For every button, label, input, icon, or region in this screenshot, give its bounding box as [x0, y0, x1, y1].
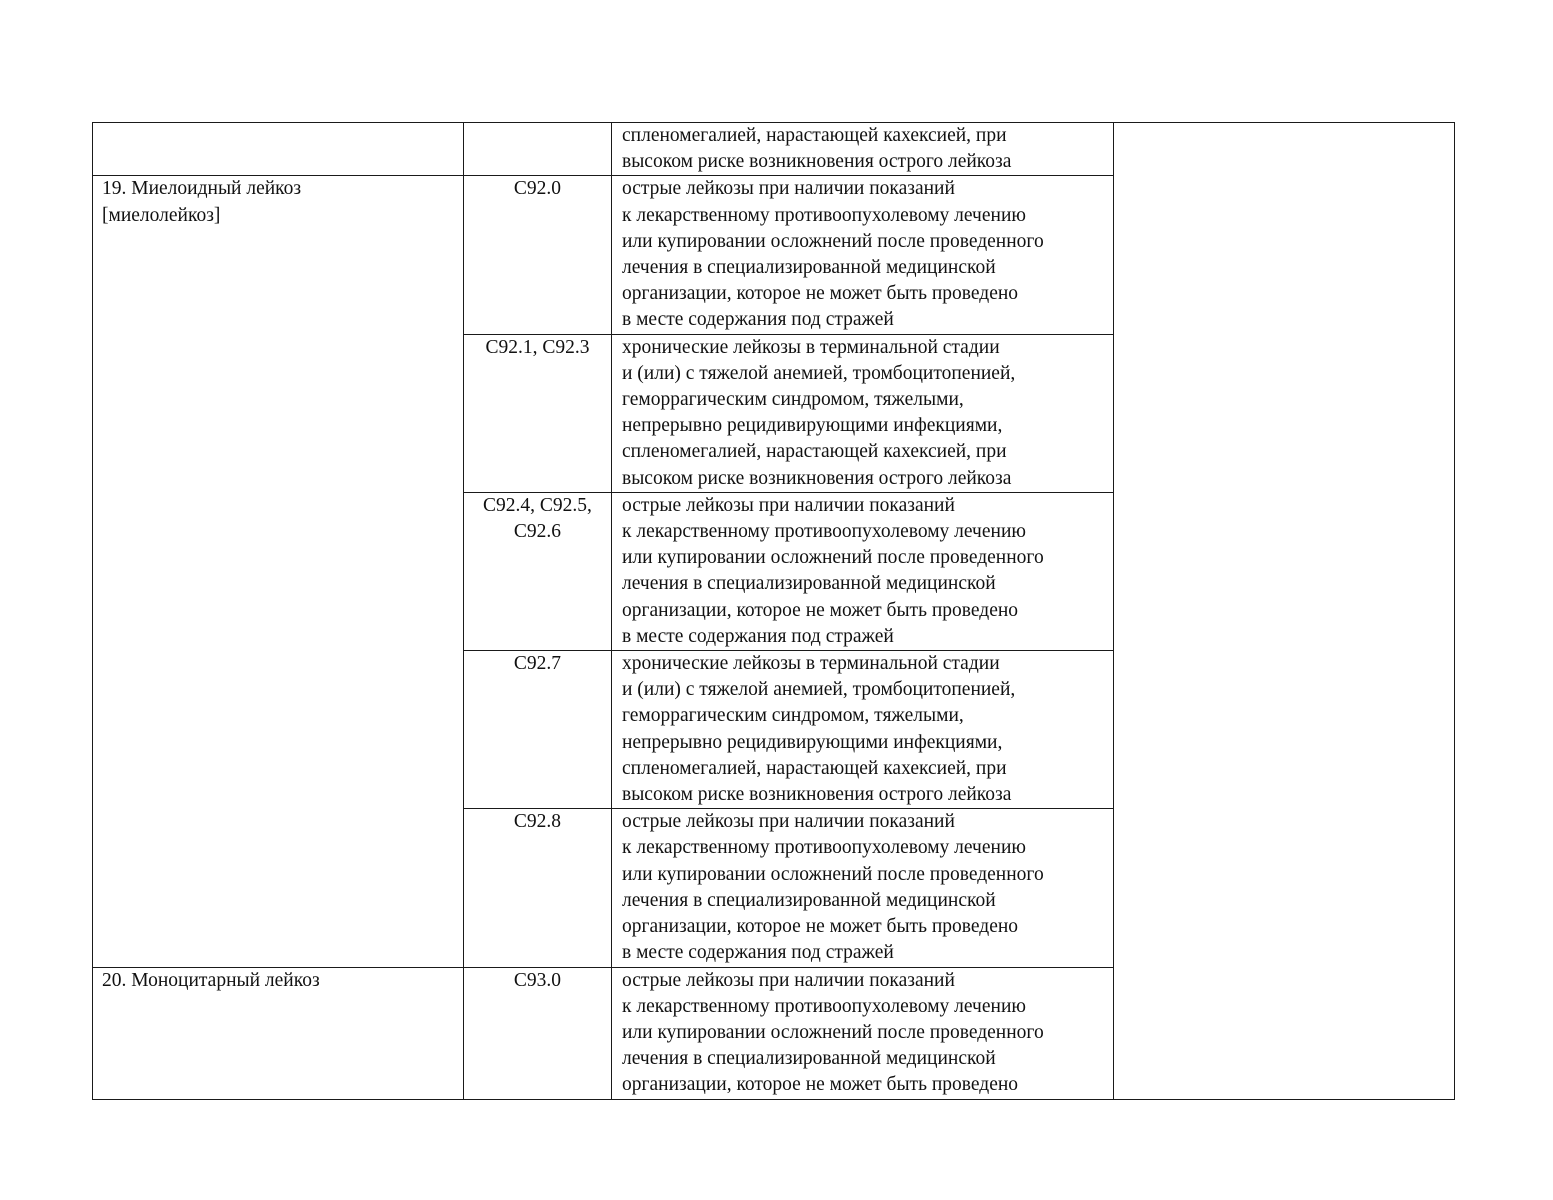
description-cell	[612, 967, 1114, 1099]
description-line: острые лейкозы при наличии показаний	[622, 178, 955, 200]
description-line: острые лейкозы при наличии показаний	[622, 494, 955, 516]
description-line: в месте содержания под стражей	[622, 625, 894, 647]
description-line: к лекарственному противоопухолевому лечению	[622, 995, 1026, 1017]
description-line: спленомегалией, нарастающей кахексией, при	[622, 757, 1007, 779]
icd-code-cell	[464, 809, 612, 967]
icd-code-cell	[464, 334, 612, 492]
icd-code: C92.0	[513, 178, 562, 200]
description-line: лечения в специализированной медицинской	[622, 889, 996, 911]
description-line: организации, которое не может быть проведено	[622, 916, 1019, 938]
description-line: лечения в специализированной медицинской	[622, 1048, 996, 1070]
description-line: спленомегалией, нарастающей кахексией, при	[622, 125, 1007, 146]
description-line: и (или) с тяжелой анемией, тромбоцитопенией,	[622, 679, 1016, 701]
description-cell	[612, 334, 1114, 492]
description-line: высоком риске возникновения острого лейкоза	[622, 467, 1012, 489]
description-line: организации, которое не может быть проведено	[622, 599, 1019, 621]
description-line: или купировании осложнений после проведенного	[622, 863, 1044, 885]
icd-code-cell	[464, 123, 612, 176]
description-line: высоком риске возникновения острого лейкоза	[622, 151, 1012, 173]
icd-code: C92.1, C92.3	[485, 336, 590, 358]
icd-code: C92.7	[513, 653, 562, 675]
description-line: лечения в специализированной медицинской	[622, 573, 996, 595]
description-line: к лекарственному противоопухолевому лечению	[622, 521, 1026, 543]
icd-code-cell	[464, 176, 612, 334]
icd-code-cell	[464, 492, 612, 650]
description-cell	[612, 651, 1114, 809]
description-line: или купировании осложнений после проведенного	[622, 547, 1044, 569]
description-line: организации, которое не может быть проведено	[622, 283, 1019, 305]
disease-name-cell	[93, 123, 464, 176]
description-line: организации, которое не может быть проведено	[622, 1074, 1019, 1096]
description-line: или купировании осложнений после проведенного	[622, 1021, 1044, 1043]
icd-code-cell	[464, 651, 612, 809]
description-line: к лекарственному противоопухолевому лечению	[622, 204, 1026, 226]
description-line: геморрагическим синдромом, тяжелыми,	[622, 705, 964, 727]
description-line: спленомегалией, нарастающей кахексией, при	[622, 441, 1007, 463]
disease-name: 19. Миелоидный лейкоз [миелолейкоз]	[102, 178, 302, 226]
disease-name-cell	[93, 967, 464, 1099]
icd-code-cell	[464, 967, 612, 1099]
description-line: геморрагическим синдромом, тяжелыми,	[622, 389, 964, 411]
disease-name-cell	[93, 176, 464, 967]
description-cell	[612, 809, 1114, 967]
description-cell	[612, 492, 1114, 650]
disease-codes-table	[92, 122, 1455, 1100]
description-line: острые лейкозы при наличии показаний	[622, 811, 955, 833]
description-line: высоком риске возникновения острого лейкоза	[622, 784, 1012, 806]
empty-column-cell	[1114, 123, 1455, 1100]
description-line: хронические лейкозы в терминальной стадии	[622, 653, 1000, 675]
description-cell	[612, 123, 1114, 176]
description-line: в месте содержания под стражей	[622, 309, 894, 331]
description-line: или купировании осложнений после проведенного	[622, 230, 1044, 252]
description-line: непрерывно рецидивирующими инфекциями,	[622, 731, 1003, 753]
icd-code: C93.0	[513, 969, 562, 991]
disease-name: 20. Моноцитарный лейкоз	[102, 969, 320, 991]
description-line: к лекарственному противоопухолевому лечению	[622, 837, 1026, 859]
description-line: в месте содержания под стражей	[622, 942, 894, 964]
description-line: и (или) с тяжелой анемией, тромбоцитопенией,	[622, 362, 1016, 384]
description-line: острые лейкозы при наличии показаний	[622, 969, 955, 991]
description-cell	[612, 176, 1114, 334]
description-line: непрерывно рецидивирующими инфекциями,	[622, 415, 1003, 437]
icd-code: C92.4, C92.5, C92.6	[483, 494, 592, 543]
table-row	[93, 123, 1455, 176]
description-line: хронические лейкозы в терминальной стадии	[622, 336, 1000, 358]
description-line: лечения в специализированной медицинской	[622, 257, 996, 279]
icd-code: C92.8	[513, 811, 562, 833]
